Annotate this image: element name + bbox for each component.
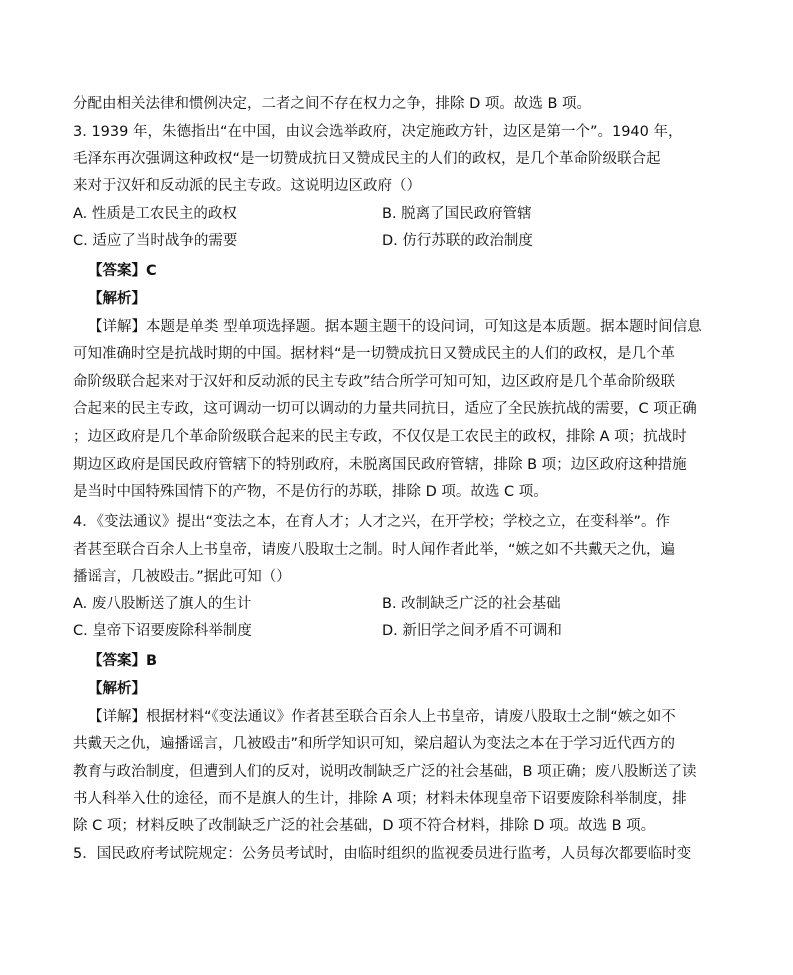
q3-option-d: D. 仿行苏联的政治制度: [382, 233, 533, 249]
q3-detail-line: 可知准确时空是抗战时期的中国。据材料“是一切赞成抗日又赞成民主的人们的政权，是几个革: [73, 346, 676, 362]
question-3-stem: 来对于汉奸和反动派的民主专政。这说明边区政府（）: [73, 178, 421, 194]
q3-option-c: C. 适应了当时战争的需要: [73, 233, 238, 249]
question-4-stem: 播谣言，几被殴击。”据此可知（）: [73, 569, 291, 585]
q4-detail-line: 共戴天之仇，遍播谣言，几被殴击”和所学知识可知，梁启超认为变法之本在于学习近代西方的: [73, 736, 676, 752]
q4-detail-line: 【详解】根据材料“《变法通议》作者甚至联合百余人上书皇帝，请废八股取士之制“嫉之如不: [88, 709, 676, 725]
question-4-stem: 者甚至联合百余人上书皇帝，请废八股取士之制。时人闻作者此举，“嫉之如不共戴天之仇，遍: [73, 542, 676, 558]
q3-detail-line: 是当时中国特殊国情下的产物，不是仿行的苏联，排除 D 项。故选 C 项。: [73, 484, 548, 500]
q4-option-c: C. 皇帝下诏要废除科举制度: [73, 623, 252, 639]
q3-detail-line: 【详解】本题是单类 型单项选择题。据本题主题干的设问词，可知这是本质题。据本题时间信息: [88, 319, 702, 335]
q3-option-a: A. 性质是工农民主的政权: [73, 206, 237, 222]
q4-detail-line: 书人科举入仕的途径，而不是旗人的生计，排除 A 项；材料未体现皇帝下诏要废除科举制度，排: [73, 791, 687, 807]
q3-detail-line: ；边区政府是几个革命阶级联合起来的民主专政，不仅仅是工农民主的政权，排除 A 项；抗战时: [73, 429, 687, 445]
q4-analysis-label: 【解析】: [88, 681, 146, 697]
q4-option-b: B. 改制缺乏广泛的社会基础: [382, 596, 561, 612]
q4-option-a: A. 废八股断送了旗人的生计: [73, 596, 252, 612]
q3-option-b: B. 脱离了国民政府管辖: [382, 206, 532, 222]
q3-analysis-label: 【解析】: [88, 291, 146, 307]
q3-answer: 【答案】C: [88, 263, 157, 279]
q4-detail-line: 教育与政治制度，但遭到人们的反对，说明改制缺乏广泛的社会基础，B 项正确；废八股断送了读: [73, 764, 697, 780]
q4-answer: 【答案】B: [88, 653, 158, 669]
q3-detail-line: 期边区政府是国民政府管辖下的特别政府，未脱离国民政府管辖，排除 B 项；边区政府这种措施: [73, 457, 687, 473]
question-5-stem: 5．国民政府考试院规定：公务员考试时，由临时组织的监视委员进行监考，人员每次都要临时变: [73, 846, 692, 862]
q4-detail-line: 除 C 项；材料反映了改制缺乏广泛的社会基础，D 项不符合材料，排除 D 项。故选 B 项。: [73, 818, 656, 834]
question-4-stem: 4．《变法通议》提出“变法之本，在育人才；人才之兴，在开学校；学校之立，在变科举”。作: [73, 514, 670, 530]
q4-option-d: D. 新旧学之间矛盾不可调和: [382, 623, 562, 639]
q3-detail-line: 合起来的民主专政，这可调动一切可以调动的力量共同抗日，适应了全民族抗战的需要，C 项正确: [73, 401, 697, 417]
question-3-stem: 毛泽东再次强调这种政权“是一切赞成抗日又赞成民主的人们的政权，是几个革命阶级联合起: [73, 151, 661, 167]
text-line: 分配由相关法律和惯例决定，二者之间不存在权力之争，排除 D 项。故选 B 项。: [73, 96, 592, 112]
question-3-stem: 3. 1939 年，朱德指出“在中国，由议会选举政府，决定施政方针，边区是第一个”。1940 年，: [73, 124, 683, 140]
q3-detail-line: 命阶级联合起来对于汉奸和反动派的民主专政”结合所学可知可知，边区政府是几个革命阶级联: [73, 374, 676, 390]
